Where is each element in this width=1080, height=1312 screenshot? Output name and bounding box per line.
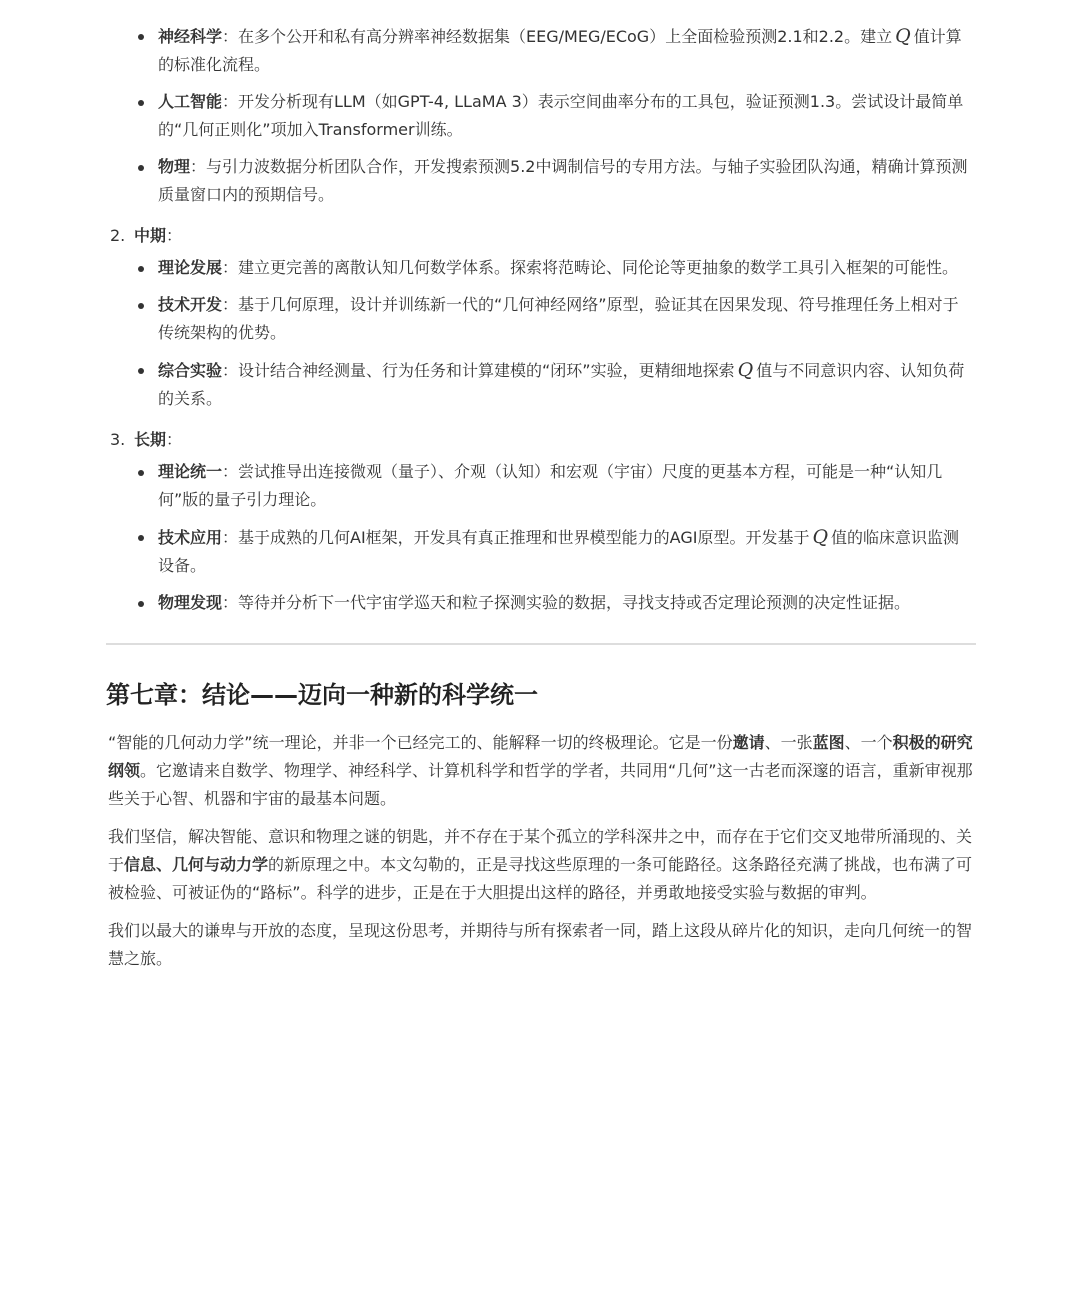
paragraph-text: “智能的几何动力学”统一理论，并非一个已经完工的、能解释一切的终极理论。它是一份	[108, 733, 733, 752]
list-item-application	[108, 523, 974, 580]
chapter-heading: 第七章：结论——迈向一种新的科学统一	[106, 681, 538, 709]
item-text: 值的临床意识监测设备。	[158, 528, 960, 575]
list-item-experiment	[108, 356, 974, 413]
bold-text: 信息、几何与动力学	[124, 855, 269, 874]
item-text: ：开发分析现有LLM（如GPT-4, LLaMA 3）表示空间曲率分布的工具包，验证预测1.3。尝试设计最简单的“几何正则化”项加入Transformer训练。	[158, 92, 964, 139]
section-divider	[106, 643, 976, 645]
item-text: 值与不同意识内容、认知负荷的关系。	[158, 361, 965, 408]
conclusion-paragraph-1	[108, 729, 974, 813]
phase-colon: ：	[166, 226, 183, 245]
phase2-item-list	[108, 254, 974, 413]
item-title: 理论发展	[158, 258, 223, 277]
phase-number: 3.	[110, 430, 126, 449]
q-symbol: Q	[895, 25, 911, 47]
phase-mid-term	[108, 218, 974, 413]
phase-colon: ：	[166, 430, 183, 449]
phase1-item-list	[108, 22, 974, 209]
document-content	[108, 22, 974, 983]
item-title: 理论统一	[158, 462, 223, 481]
q-symbol: Q	[737, 359, 754, 381]
list-item-theory	[108, 254, 974, 282]
item-text: ：与引力波数据分析团队合作，开发搜索预测5.2中调制信号的专用方法。与轴子实验团队沟通，精确计算预测质量窗口内的预期信号。	[158, 157, 968, 204]
item-text: ：基于成熟的几何AI框架，开发具有真正推理和世界模型能力的AGI原型。开发基于	[222, 528, 810, 547]
item-text: ：等待并分析下一代宇宙学巡天和粒子探测实验的数据，寻找支持或否定理论预测的决定性证据。	[222, 593, 911, 612]
list-item-discovery	[108, 589, 974, 617]
paragraph-text: 、一张	[764, 733, 813, 752]
phase-heading	[108, 422, 974, 458]
item-text: ：尝试推导出连接微观（量子）、介观（认知）和宏观（宇宙）尺度的更基本方程，可能是一种“认知几何”版的量子引力理论。	[158, 462, 943, 509]
conclusion-paragraph-2	[108, 823, 974, 907]
phase-long-term	[108, 422, 974, 617]
item-text: ：基于几何原理，设计并训练新一代的“几何神经网络”原型，验证其在因果发现、符号推理任务上相对于传统架构的优势。	[158, 295, 959, 342]
list-item-unification	[108, 458, 974, 514]
item-text: ：设计结合神经测量、行为任务和计算建模的“闭环”实验，更精细地探索	[222, 361, 735, 380]
item-title: 综合实验	[158, 361, 223, 380]
paragraph-text: 我们坚信，解决智能、意识和物理之谜的钥匙，并不存在于某个孤立的学科深井之中，而存在于它们交叉地带所涌现的、关于	[108, 827, 973, 874]
item-text: ：建立更完善的离散认知几何数学体系。探索将范畴论、同伦论等更抽象的数学工具引入框架的可能性。	[222, 258, 959, 277]
research-phases-list	[108, 22, 974, 617]
list-item-neuroscience	[108, 22, 974, 79]
item-title: 物理	[158, 157, 191, 176]
phase3-item-list	[108, 458, 974, 617]
item-title: 人工智能	[158, 92, 223, 111]
item-title: 技术应用	[158, 528, 223, 547]
item-title: 技术开发	[158, 295, 223, 314]
list-item-tech	[108, 291, 974, 347]
bold-text: 邀请	[732, 733, 765, 752]
list-item-physics	[108, 153, 974, 209]
item-text: 值计算的标准化流程。	[158, 27, 962, 74]
paragraph-text: 、一个	[844, 733, 893, 752]
item-text: ：在多个公开和私有高分辨率神经数据集（EEG/MEG/ECoG）上全面检验预测2.1和2.2。建立	[222, 27, 893, 46]
conclusion-paragraph-3: 我们以最大的谦卑与开放的态度，呈现这份思考，并期待与所有探索者一同，踏上这段从碎片化的知识，走向几何统一的智慧之旅。	[108, 921, 973, 968]
item-title: 神经科学	[158, 27, 223, 46]
phase-number: 2.	[110, 226, 126, 245]
item-title: 物理发现	[158, 593, 223, 612]
paragraph-text: 的新原理之中。本文勾勒的，正是寻找这些原理的一条可能路径。这条路径充满了挑战，也布满了可被检验、可被证伪的“路标”。科学的进步，正是在于大胆提出这样的路径，并勇敢地接受实验与数据的审判。	[108, 855, 973, 902]
phase-title: 长期	[134, 430, 167, 449]
paragraph-text: 。它邀请来自数学、物理学、神经科学、计算机科学和哲学的学者，共同用“几何”这一古老而深邃的语言，重新审视那些关于心智、机器和宇宙的最基本问题。	[108, 761, 973, 808]
bold-text: 积极的研究纲领	[108, 733, 973, 780]
list-item-ai	[108, 88, 974, 144]
phase-short-term	[108, 22, 974, 209]
bold-text: 蓝图	[812, 733, 845, 752]
phase-heading	[108, 218, 974, 254]
q-symbol: Q	[812, 526, 829, 548]
phase-title: 中期	[134, 226, 167, 245]
